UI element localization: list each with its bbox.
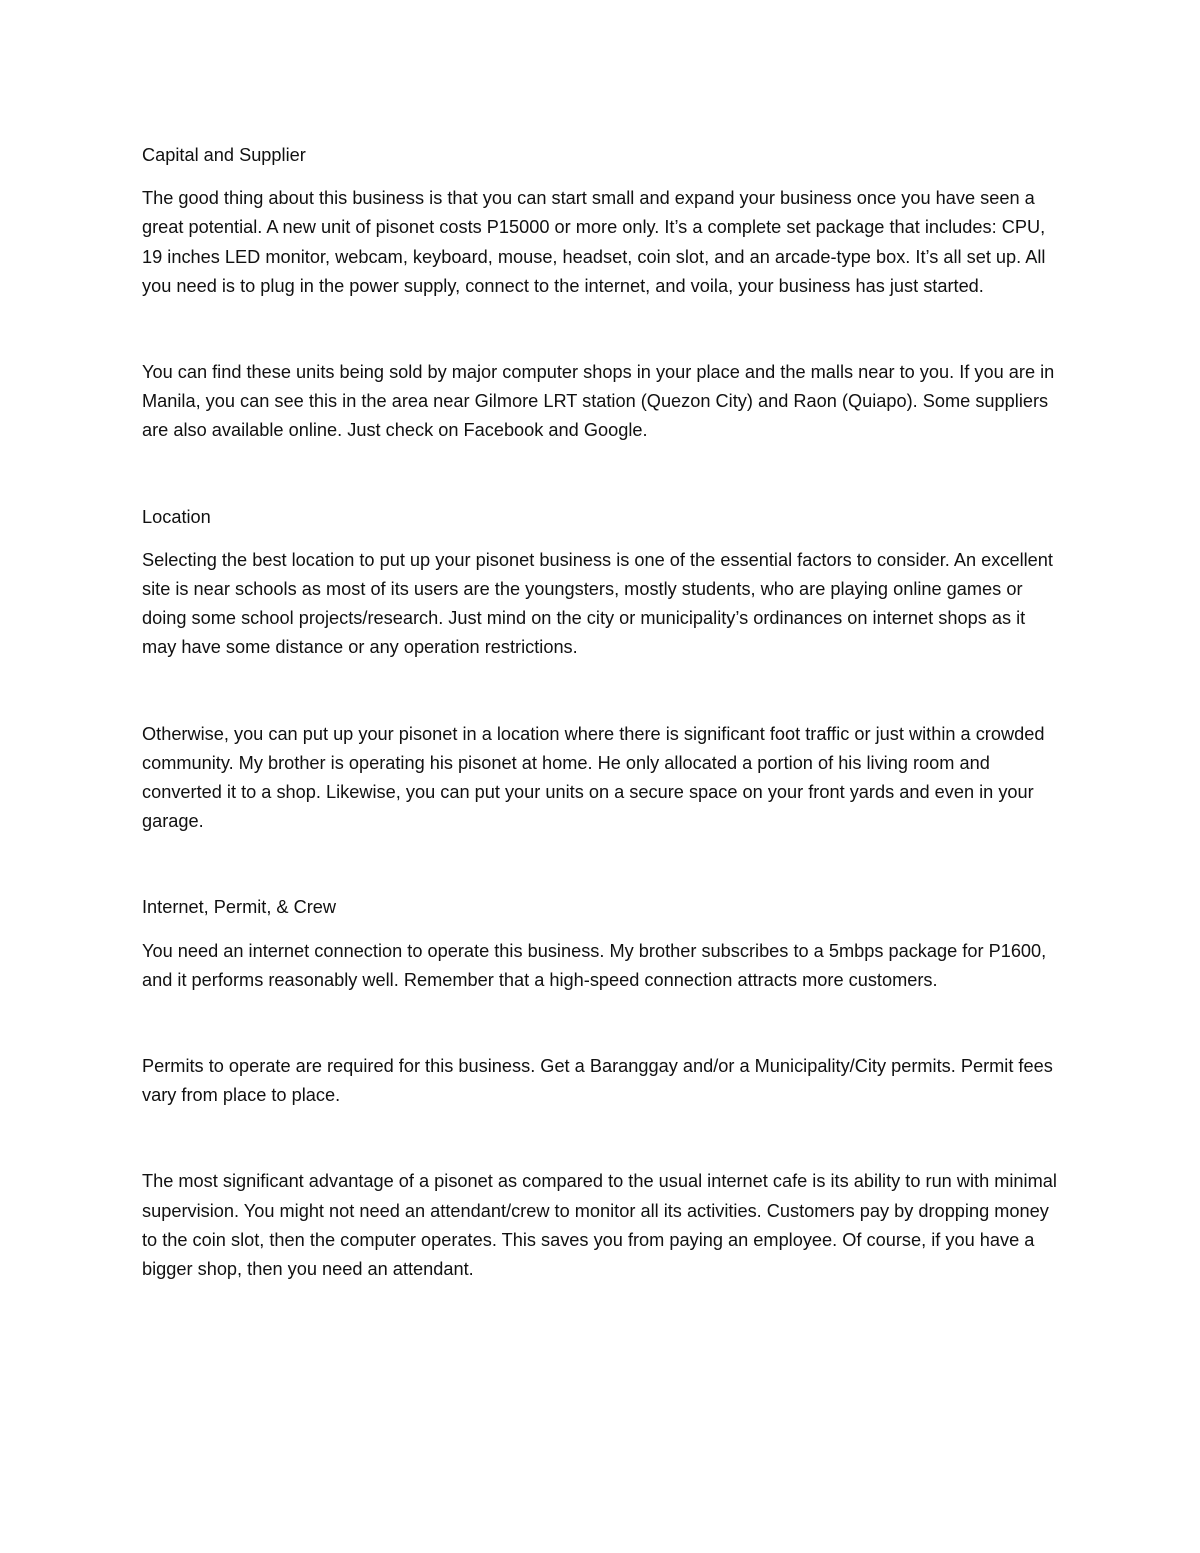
paragraph-capital-1: The good thing about this business is that you can start small and expand your business once you have seen a great potential. A new unit of pisonet costs P15000 or more only. It’s a complete set package that includes: CPU, 19 inches LED monitor, webcam, keyboard, mouse, headset, coin slot, and an arcade-type box. It’s all set up. All you need is to plug in the power supply, connect to the internet, and voila, your business has just started. xyxy=(142,188,1046,296)
paragraph-capital-2: You can find these units being sold by major computer shops in your place and the malls near to you. If you are in Manila, you can see this in the area near Gilmore LRT station (Quezon City) and Raon (Quiapo). Some suppliers are also available online. Just check on Facebook and Google. xyxy=(142,362,1055,441)
section-heading-capital: Capital and Supplier xyxy=(142,145,306,165)
section-heading-internet: Internet, Permit, & Crew xyxy=(142,897,337,918)
paragraph-internet-1: You need an internet connection to operate this business. My brother subscribes to a 5mbps package for P1600, and it performs reasonably well. Remember that a high-speed connection attracts more customers. xyxy=(142,940,1047,990)
paragraph-internet-3: The most significant advantage of a pisonet as compared to the usual internet cafe is its ability to run with minimal supervision. You might not need an attendant/crew to monitor all its activities. Customers pay by dropping money to the coin slot, then the computer operates. This saves you from paying an employee. Of course, if you have a bigger shop, then you need an attendant. xyxy=(142,1171,1057,1280)
document-body xyxy=(142,141,1062,1284)
section-heading-location: Location xyxy=(142,506,211,527)
paragraph-internet-2: Permits to operate are required for this business. Get a Baranggay and/or a Municipality/City permits. Permit fees vary from place to place. xyxy=(142,1056,1053,1106)
paragraph-location-2: Otherwise, you can put up your pisonet in a location where there is significant foot traffic or just within a crowded community. My brother is operating his pisonet at home. He only allocated a portion of his living room and converted it to a shop. Likewise, you can put your units on a secure space on your front yards and even in your garage. xyxy=(142,723,1045,832)
paragraph-location-1: Selecting the best location to put up your pisonet business is one of the essential factors to consider. An excellent site is near schools as most of its users are the youngsters, mostly students, who are playing online games or doing some school projects/research. Just mind on the city or municipality’s ordinances on internet shops as it may have some distance or any operation restrictions. xyxy=(142,549,1053,658)
